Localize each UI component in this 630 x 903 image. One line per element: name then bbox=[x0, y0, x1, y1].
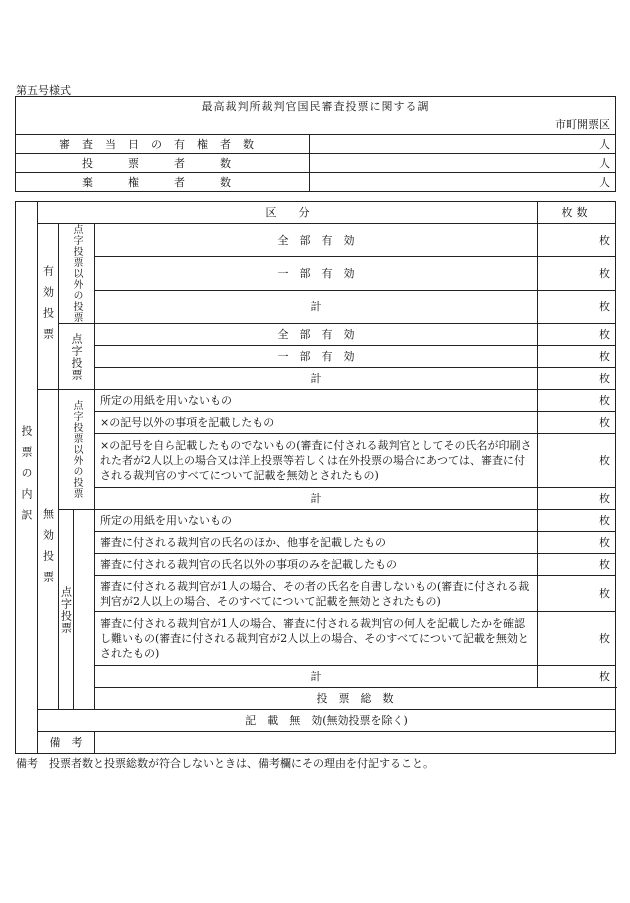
valid-non-braille-subtotal: 計 bbox=[95, 290, 538, 323]
invalid-non-braille-subtotal: 計 bbox=[95, 488, 538, 510]
unit-sheets: 枚 bbox=[538, 324, 616, 346]
total-votes-label: 投 票 総 数 bbox=[95, 688, 616, 710]
invalid-non-braille-item-3: ×の記号を自ら記載したものでないもの(審査に付される裁判官としてその氏名が印刷された者が2人以上の場合又は洋上投票等若しくは在外投票の場合にあつては、審査に付される裁判官のすべてについて記載を無効とされたもの) bbox=[95, 434, 538, 488]
invalid-braille-item-5: 審査に付される裁判官が1人の場合、審査に付される裁判官の何人を記載したかを確認し難いもの(審査に付される裁判官が2人以上の場合、そのすべてについて記載を無効とされたもの) bbox=[95, 612, 538, 666]
voters-row bbox=[16, 154, 616, 173]
unit-sheets: 枚 bbox=[538, 390, 616, 412]
unit-sheets: 枚 bbox=[538, 576, 616, 612]
invalid-non-braille-item-2: ×の記号以外の事項を記載したもの bbox=[95, 412, 538, 434]
eligible-voters-unit: 人 bbox=[310, 135, 616, 154]
unit-sheets: 枚 bbox=[538, 666, 616, 688]
unit-sheets: 枚 bbox=[538, 434, 616, 488]
invalid-braille-label: 点字投票 bbox=[59, 510, 74, 710]
invalid-braille-subtotal: 計 bbox=[95, 666, 538, 688]
unit-sheets: 枚 bbox=[538, 412, 616, 434]
unit-sheets: 枚 bbox=[538, 532, 616, 554]
unit-sheets: 枚 bbox=[538, 488, 616, 510]
abstainers-unit: 人 bbox=[310, 173, 616, 192]
abstainers-label: 棄 権 者 数 bbox=[16, 173, 310, 192]
invalid-non-braille-item-1: 所定の用紙を用いないもの bbox=[95, 390, 538, 412]
unit-sheets: 枚 bbox=[538, 290, 616, 323]
form-number: 第五号様式 bbox=[16, 84, 71, 97]
unit-sheets: 枚 bbox=[538, 368, 616, 390]
count-header: 枚数 bbox=[538, 202, 616, 224]
invalid-braille-item-2: 審査に付される裁判官の氏名のほか、他事を記載したもの bbox=[95, 532, 538, 554]
remarks-field[interactable] bbox=[95, 732, 616, 754]
eligible-voters-row bbox=[16, 135, 616, 154]
unit-sheets: 枚 bbox=[538, 257, 616, 290]
valid-braille-subtotal: 計 bbox=[95, 368, 538, 390]
eligible-voters-label: 審査当日の有権者数 bbox=[16, 135, 310, 154]
invalid-braille-item-3: 審査に付される裁判官の氏名以外の事項のみを記載したもの bbox=[95, 554, 538, 576]
unit-sheets: 枚 bbox=[538, 346, 616, 368]
voters-unit: 人 bbox=[310, 154, 616, 173]
blank-votes-label: 記 載 無 効(無効投票を除く) bbox=[38, 710, 616, 732]
valid-braille-partial: 一 部 有 効 bbox=[95, 346, 538, 368]
invalid-votes-label: 無効投票 bbox=[38, 390, 59, 710]
survey-table bbox=[15, 96, 616, 754]
unit-sheets: 枚 bbox=[538, 554, 616, 576]
invalid-non-braille-label: 点字投票以外の投票 bbox=[59, 390, 95, 510]
valid-non-braille-all: 全 部 有 効 bbox=[95, 224, 538, 257]
category-header: 区 分 bbox=[38, 202, 538, 224]
voters-label: 投 票 者 数 bbox=[16, 154, 310, 173]
footnote: 備考 投票者数と投票総数が符合しないときは、備考欄にその理由を付記すること。 bbox=[16, 757, 434, 770]
remarks-label: 備 考 bbox=[38, 732, 95, 754]
unit-sheets: 枚 bbox=[538, 612, 616, 666]
unit-sheets: 枚 bbox=[538, 510, 616, 532]
counting-district: 市町開票区 bbox=[16, 116, 616, 135]
valid-braille-label: 点字投票 bbox=[59, 324, 95, 390]
valid-votes-label: 有効投票 bbox=[38, 224, 59, 390]
invalid-braille-item-1: 所定の用紙を用いないもの bbox=[95, 510, 538, 532]
valid-braille-all: 全 部 有 効 bbox=[95, 324, 538, 346]
abstainers-row bbox=[16, 173, 616, 192]
form-title: 最高裁判所裁判官国民審査投票に関する調 bbox=[16, 97, 616, 116]
invalid-braille-item-4: 審査に付される裁判官が1人の場合、その者の氏名を自書しないもの(審査に付される裁判官が2人以上の場合、そのすべてについて記載を無効とされたもの) bbox=[95, 576, 538, 612]
unit-sheets: 枚 bbox=[538, 224, 616, 257]
valid-non-braille-label: 点字投票以外の投票 bbox=[59, 224, 95, 324]
valid-non-braille-partial: 一 部 有 効 bbox=[95, 257, 538, 290]
vote-breakdown-label: 投票の内訳 bbox=[16, 202, 38, 754]
